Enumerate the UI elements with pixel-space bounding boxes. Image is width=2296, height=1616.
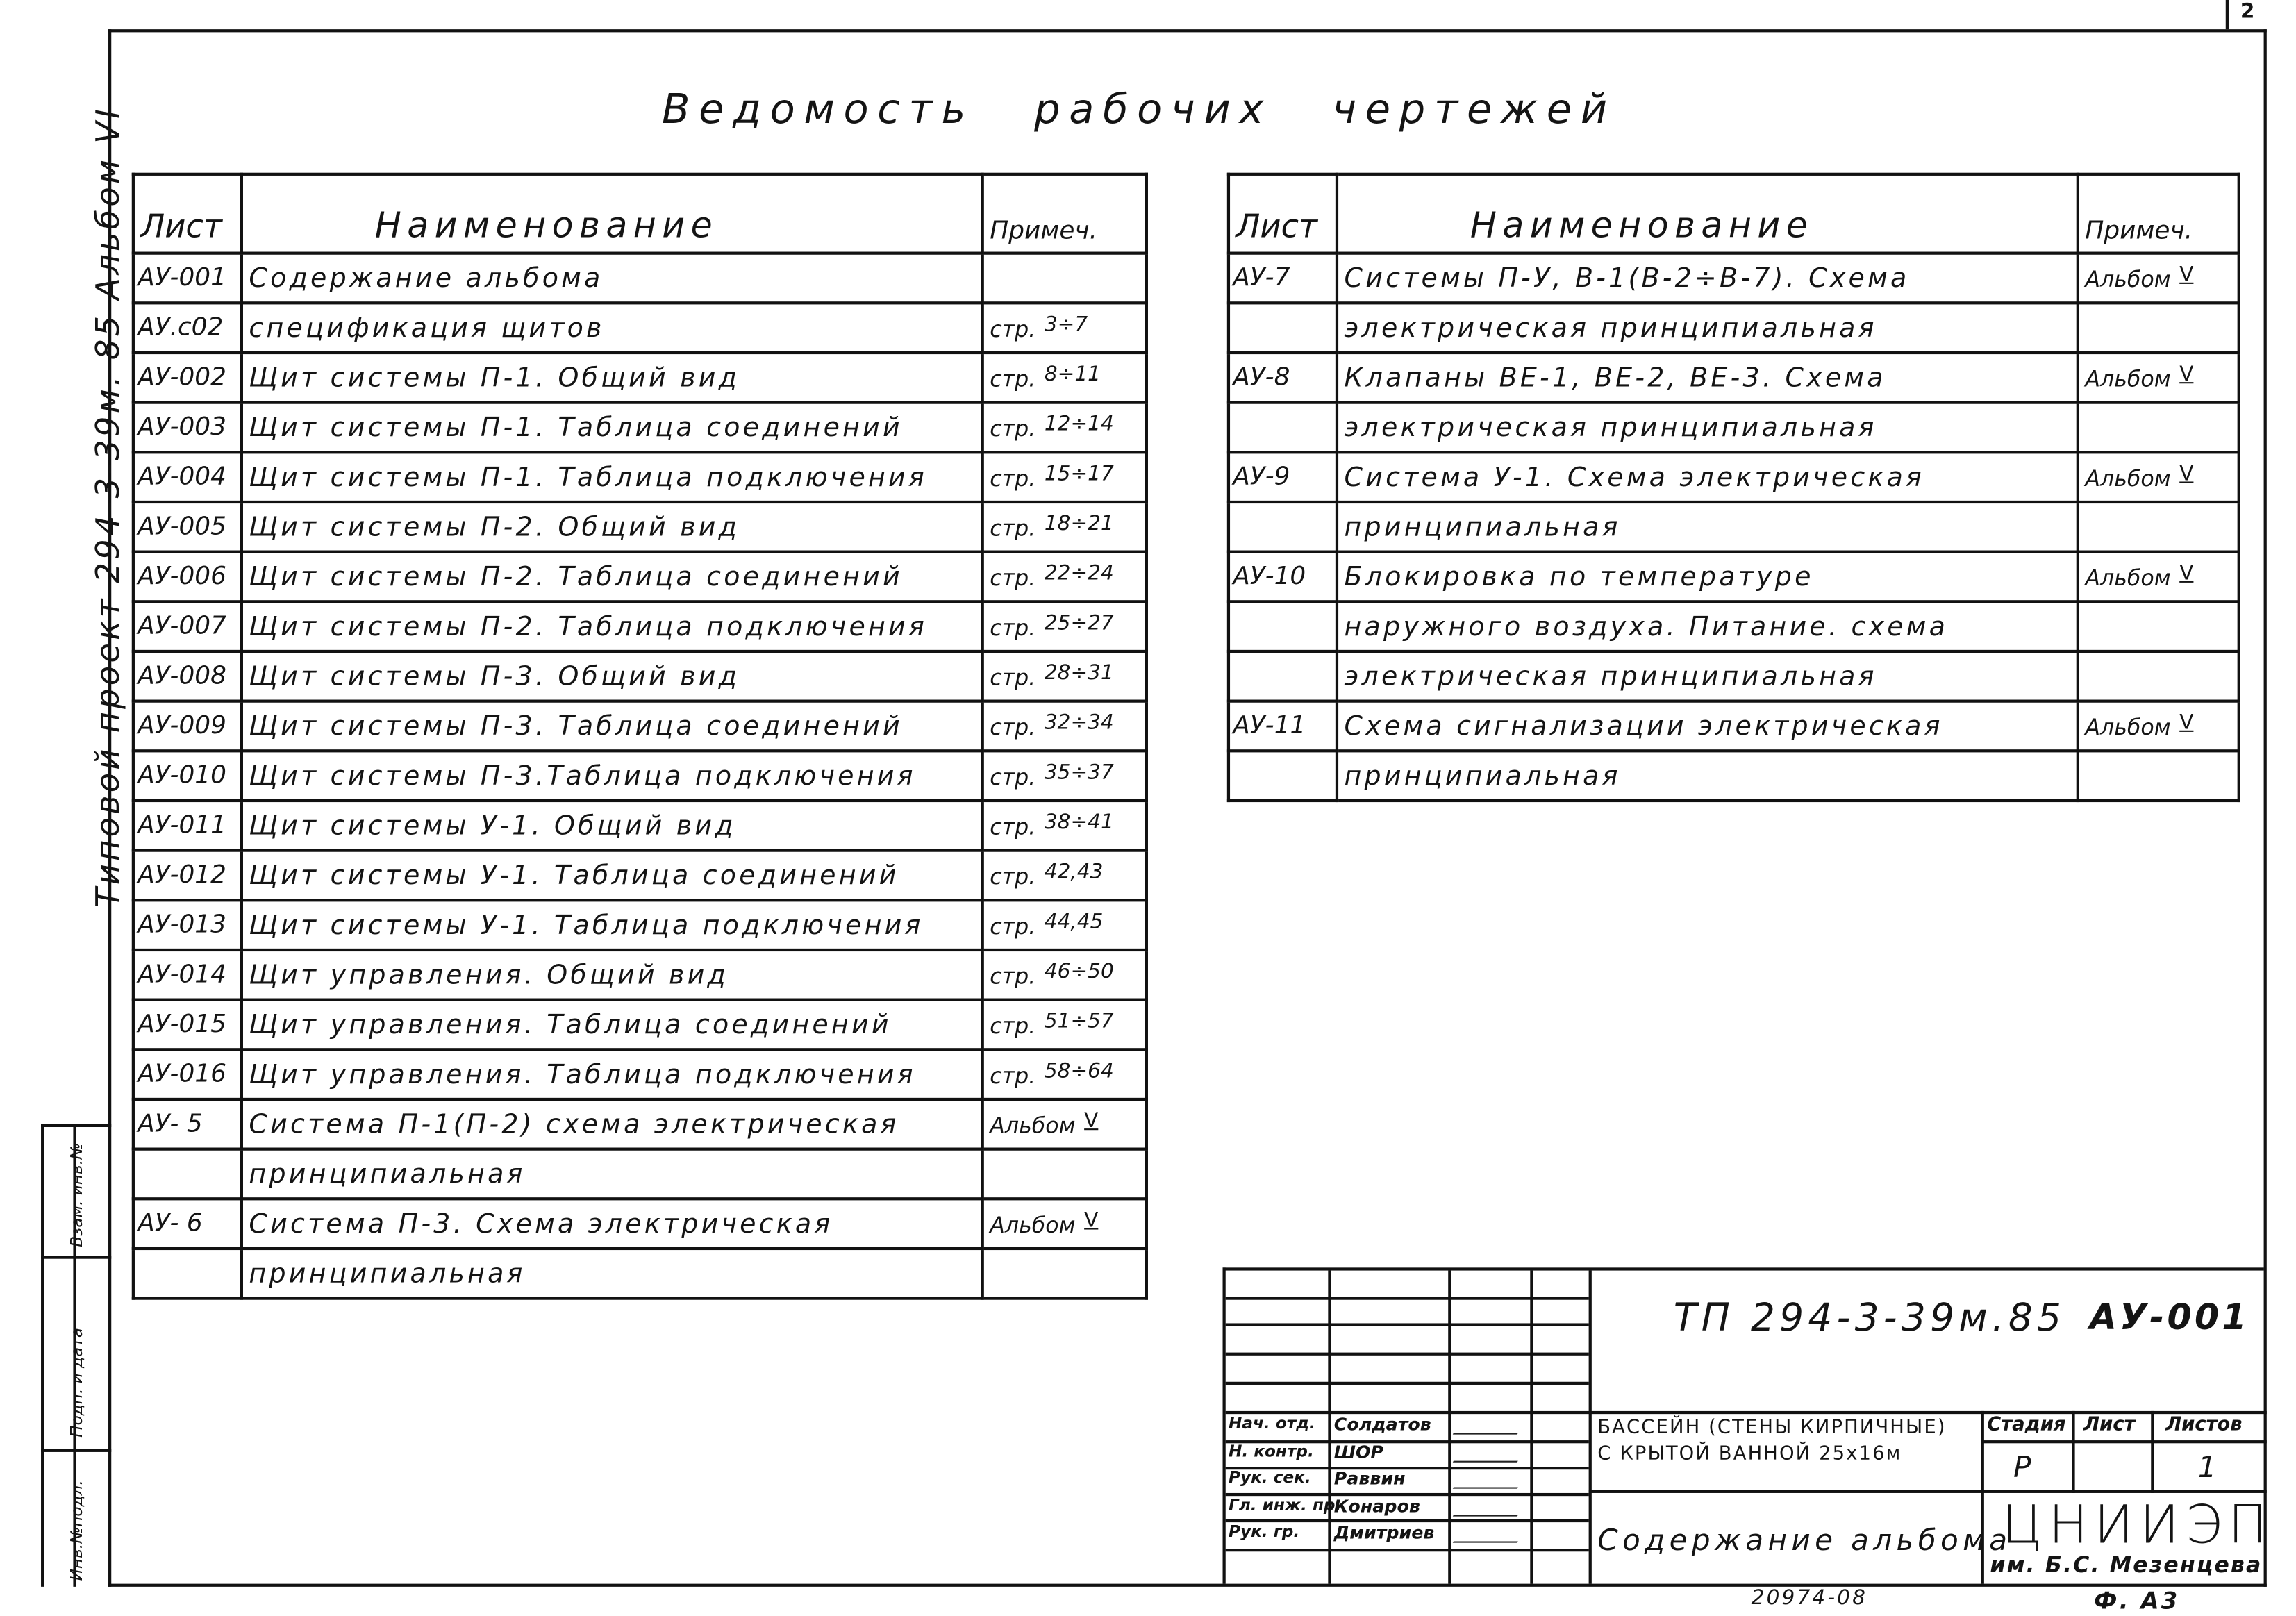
sheet-note — [2078, 353, 2239, 403]
note-text: стр. — [990, 465, 1036, 492]
album-number: V — [1084, 1109, 1099, 1133]
sheet-code — [1229, 601, 1337, 651]
table-row — [133, 1000, 1147, 1050]
sheet-code: АУ-003 — [133, 403, 242, 453]
page-range: 44,45 — [1044, 910, 1104, 934]
object-name-line2: С КРЫТОЙ ВАННОЙ 25х16м — [1597, 1443, 1902, 1465]
sheet-title: Щит системы У-1. Общий вид — [242, 801, 983, 851]
sheet-code — [1229, 502, 1337, 552]
sheet-code: АУ-009 — [133, 701, 242, 751]
sheet-code: АУ- 5 — [133, 1099, 242, 1149]
table-row — [133, 1099, 1147, 1149]
table-row — [133, 701, 1147, 751]
note-text: стр. — [990, 1063, 1036, 1090]
sheet-title: Щит системы П-3. Общий вид — [242, 651, 983, 701]
sheet-title: Содержание альбома — [242, 253, 983, 303]
table-row — [133, 1199, 1147, 1249]
note-text: стр. — [990, 664, 1036, 691]
album-number: V — [2179, 363, 2194, 387]
signature-mark — [1453, 1474, 1526, 1489]
frame-right — [2264, 29, 2267, 1587]
sheet-title: Щит системы П-2. Таблица подключения — [242, 601, 983, 651]
page-range: 12÷14 — [1044, 413, 1114, 437]
sheet-note — [983, 1000, 1147, 1050]
signer-role: Гл. инж. пр. — [1228, 1495, 1342, 1515]
note-text: Альбом — [2085, 365, 2171, 392]
sheet-note — [983, 253, 1147, 303]
sheet-code: АУ-011 — [133, 801, 242, 851]
table-row — [1229, 502, 2239, 552]
sheet-note — [983, 950, 1147, 1000]
note-text: стр. — [990, 1013, 1036, 1040]
sheets-label: Листов — [2165, 1414, 2243, 1436]
page-range: 8÷11 — [1044, 363, 1101, 387]
sheet-code: АУ-7 — [1229, 253, 1337, 303]
page-range: 46÷50 — [1044, 960, 1114, 984]
sheet-code — [1229, 403, 1337, 453]
sheet-note — [2078, 403, 2239, 453]
side-project-label: Типовой проект 294-3-39м. 85 Альбом VI — [90, 106, 128, 908]
document-code: АУ-001 — [2089, 1297, 2249, 1338]
table-row — [1229, 552, 2239, 602]
note-text: Альбом — [2085, 465, 2171, 492]
table-row — [1229, 403, 2239, 453]
note-text: Альбом — [990, 1212, 1076, 1239]
stamp-label-replace: Взам. инв.№ — [67, 1142, 87, 1247]
note-text: стр. — [990, 415, 1036, 442]
sheet-code: АУ-010 — [133, 751, 242, 801]
sheet-note — [983, 1149, 1147, 1199]
table-row — [1229, 253, 2239, 303]
sheet-title: Щит системы П-1. Общий вид — [242, 353, 983, 403]
table-row — [133, 1249, 1147, 1299]
signature-mark — [1453, 1528, 1526, 1543]
sheet-note — [2078, 253, 2239, 303]
table-row — [133, 651, 1147, 701]
document-name: Содержание альбома — [1597, 1522, 2012, 1558]
sheet-title: наружного воздуха. Питание. схема — [1337, 601, 2078, 651]
table-row — [133, 303, 1147, 353]
frame-top — [108, 29, 2267, 32]
sheet-note — [983, 1099, 1147, 1149]
table-row — [133, 851, 1147, 901]
note-text: стр. — [990, 963, 1036, 990]
note-text: стр. — [990, 565, 1036, 592]
table-row — [133, 403, 1147, 453]
table-row — [133, 751, 1147, 801]
sheet-code: АУ-8 — [1229, 353, 1337, 403]
sheet-note — [983, 552, 1147, 602]
archive-number: 20974-08 — [1751, 1586, 1868, 1610]
table-row — [1229, 303, 2239, 353]
sheet-code: АУ-015 — [133, 1000, 242, 1050]
album-number: V — [2179, 562, 2194, 586]
table-row — [133, 253, 1147, 303]
sheet-note — [2078, 601, 2239, 651]
table-row — [133, 353, 1147, 403]
note-text: Альбом — [2085, 714, 2171, 741]
sheet-note — [983, 651, 1147, 701]
sheet-note — [983, 801, 1147, 851]
sheet-code — [133, 1249, 242, 1299]
page-range: 18÷21 — [1044, 512, 1114, 536]
sheet-note — [983, 751, 1147, 801]
title-block — [1223, 1267, 2274, 1583]
stage-value: Р — [2013, 1449, 2033, 1485]
sheet-number: 2 — [2240, 0, 2255, 24]
album-number: V — [2179, 263, 2194, 288]
sheet-code — [133, 1149, 242, 1199]
header-sheet: Лист — [1229, 174, 1337, 253]
signer-role: Рук. гр. — [1228, 1522, 1300, 1542]
signer-role: Н. контр. — [1228, 1441, 1314, 1460]
note-text: стр. — [990, 764, 1036, 791]
sheet-note — [983, 900, 1147, 950]
sheet-title: Щит системы У-1. Таблица соединений — [242, 851, 983, 901]
table-row — [133, 601, 1147, 651]
sheet-code: АУ-001 — [133, 253, 242, 303]
sheet-title: электрическая принципиальная — [1337, 303, 2078, 353]
sheet-code: АУ.с02 — [133, 303, 242, 353]
table-row — [1229, 651, 2239, 701]
sheet-title: Клапаны ВЕ-1, ВЕ-2, ВЕ-3. Схема — [1337, 353, 2078, 403]
header-note: Примеч. — [983, 174, 1147, 253]
sheet-label: Лист — [2083, 1414, 2136, 1436]
format-label: Ф. А3 — [2094, 1586, 2180, 1615]
signer-role: Нач. отд. — [1228, 1414, 1315, 1433]
sheet-code: АУ- 6 — [133, 1199, 242, 1249]
table-row — [1229, 353, 2239, 403]
table-row — [133, 452, 1147, 502]
header-note: Примеч. — [2078, 174, 2239, 253]
sheet-note — [983, 851, 1147, 901]
sheet-title: Щит системы П-3.Таблица подключения — [242, 751, 983, 801]
sheet-note — [983, 452, 1147, 502]
sheet-note — [983, 1199, 1147, 1249]
sheet-title: электрическая принципиальная — [1337, 403, 2078, 453]
sheet-code: АУ-008 — [133, 651, 242, 701]
sheet-code: АУ-013 — [133, 900, 242, 950]
frame-bottom — [108, 1584, 2267, 1587]
sheet-code — [1229, 303, 1337, 353]
page-range: 25÷27 — [1044, 612, 1114, 635]
sheet-code: АУ-9 — [1229, 452, 1337, 502]
stamp-label-inventory: Инв.№подл. — [67, 1480, 87, 1581]
page-range: 32÷34 — [1044, 711, 1114, 735]
stage-label: Стадия — [1987, 1414, 2066, 1436]
sheet-title: Щит системы У-1. Таблица подключения — [242, 900, 983, 950]
sheet-register-right — [1227, 173, 2240, 802]
sheet-code: АУ-016 — [133, 1049, 242, 1099]
sheet-note — [983, 353, 1147, 403]
sheet-note — [983, 502, 1147, 552]
page-range: 15÷17 — [1044, 463, 1114, 486]
note-text: стр. — [990, 714, 1036, 741]
table-row — [1229, 751, 2239, 801]
sheet-title: принципиальная — [242, 1149, 983, 1199]
sheet-note — [983, 403, 1147, 453]
sheet-note — [983, 1049, 1147, 1099]
note-text: стр. — [990, 615, 1036, 642]
note-text: стр. — [990, 515, 1036, 542]
sheet-note — [2078, 552, 2239, 602]
sheet-title: принципиальная — [1337, 502, 2078, 552]
table-row — [133, 950, 1147, 1000]
sheet-note — [2078, 751, 2239, 801]
sheet-title: Щит системы П-3. Таблица соединений — [242, 701, 983, 751]
sheet-title: электрическая принципиальная — [1337, 651, 2078, 701]
note-text: стр. — [990, 863, 1036, 890]
sheet-code: АУ-002 — [133, 353, 242, 403]
signer-role: Рук. сек. — [1228, 1468, 1311, 1488]
page-range: 22÷24 — [1044, 562, 1114, 586]
signer-name: Дмитриев — [1333, 1522, 1435, 1544]
table-row — [133, 552, 1147, 602]
table-row — [133, 801, 1147, 851]
sheet-code: АУ-006 — [133, 552, 242, 602]
sheet-title: Система П-1(П-2) схема электрическая — [242, 1099, 983, 1149]
signer-name: Раввин — [1333, 1468, 1406, 1490]
signer-name: Конаров — [1333, 1495, 1420, 1517]
page-range: 28÷31 — [1044, 661, 1114, 685]
table-row — [133, 1149, 1147, 1199]
sheets-value: 1 — [2197, 1449, 2219, 1485]
sheet-code: АУ-005 — [133, 502, 242, 552]
sheet-note — [983, 601, 1147, 651]
organization: ЦНИИЭП — [2002, 1496, 2274, 1556]
sheet-code: АУ-007 — [133, 601, 242, 651]
header-name: Наименование — [1337, 174, 2078, 253]
table-row — [133, 1049, 1147, 1099]
sheet-note — [983, 303, 1147, 353]
sheet-title: Системы П-У, В-1(В-2÷В-7). Схема — [1337, 253, 2078, 303]
note-text: Альбом — [2085, 565, 2171, 592]
sheet-code — [1229, 751, 1337, 801]
sheet-title: Щит системы П-1. Таблица соединений — [242, 403, 983, 453]
sheet-note — [2078, 651, 2239, 701]
sheet-title: спецификация щитов — [242, 303, 983, 353]
sheet-code: АУ-10 — [1229, 552, 1337, 602]
sheet-title: принципиальная — [1337, 751, 2078, 801]
organization-sub: им. Б.С. Мезенцева — [1990, 1551, 2263, 1578]
table-row — [1229, 452, 2239, 502]
object-name-line1: БАССЕЙН (СТЕНЫ КИРПИЧНЫЕ) — [1597, 1417, 1947, 1439]
header-name: Наименование — [242, 174, 983, 253]
sheet-title: принципиальная — [242, 1249, 983, 1299]
page-range: 42,43 — [1044, 860, 1104, 885]
album-number: V — [1084, 1209, 1099, 1233]
sheet-title: Система У-1. Схема электрическая — [1337, 452, 2078, 502]
note-text: Альбом — [990, 1112, 1076, 1139]
signature-mark — [1453, 1447, 1526, 1462]
page-range: 3÷7 — [1044, 313, 1088, 337]
table-header — [1229, 174, 2239, 253]
note-text: стр. — [990, 913, 1036, 940]
sheet-title: Схема сигнализации электрическая — [1337, 701, 2078, 751]
signer-name: Солдатов — [1333, 1414, 1431, 1435]
signature-mark — [1453, 1420, 1526, 1435]
sheet-title: Щит управления. Общий вид — [242, 950, 983, 1000]
page-range: 38÷41 — [1044, 810, 1114, 835]
header-sheet: Лист — [133, 174, 242, 253]
sheet-title: Щит управления. Таблица соединений — [242, 1000, 983, 1050]
sheet-code: АУ-014 — [133, 950, 242, 1000]
note-text: стр. — [990, 365, 1036, 392]
sheet-title: Щит системы П-2. Общий вид — [242, 502, 983, 552]
signature-mark — [1453, 1501, 1526, 1516]
table-header — [133, 174, 1147, 253]
table-row — [133, 502, 1147, 552]
stamp-label-sign-date: Подп. и дата — [67, 1327, 87, 1438]
page-range: 58÷64 — [1044, 1060, 1114, 1083]
sheet-title: Щит системы П-1. Таблица подключения — [242, 452, 983, 502]
sheet-code — [1229, 651, 1337, 701]
sheet-note — [2078, 502, 2239, 552]
page-range: 35÷37 — [1044, 761, 1114, 785]
sheet-note — [2078, 303, 2239, 353]
sheet-note — [2078, 452, 2239, 502]
project-code: ТП 294-3-39м.85 — [1673, 1297, 2066, 1341]
album-number: V — [2179, 463, 2194, 486]
sheet-register-left — [132, 173, 1148, 1300]
sheet-code: АУ-11 — [1229, 701, 1337, 751]
note-text: стр. — [990, 316, 1036, 343]
page-range: 51÷57 — [1044, 1010, 1114, 1034]
note-text: стр. — [990, 813, 1036, 840]
sheet-title: Щит системы П-2. Таблица соединений — [242, 552, 983, 602]
sheet-note — [983, 701, 1147, 751]
sheet-code: АУ-012 — [133, 851, 242, 901]
sheet-title: Блокировка по температуре — [1337, 552, 2078, 602]
sheet-title: Система П-3. Схема электрическая — [242, 1199, 983, 1249]
signer-name: ШОР — [1333, 1441, 1384, 1462]
table-row — [1229, 701, 2239, 751]
sheet-title: Щит управления. Таблица подключения — [242, 1049, 983, 1099]
sheet-note — [2078, 701, 2239, 751]
album-number: V — [2179, 711, 2194, 735]
document-title: Ведомость рабочих чертежей — [661, 85, 1616, 133]
note-text: Альбом — [2085, 266, 2171, 293]
table-row — [1229, 601, 2239, 651]
sheet-note — [983, 1249, 1147, 1299]
sheet-code: АУ-004 — [133, 452, 242, 502]
table-row — [133, 900, 1147, 950]
